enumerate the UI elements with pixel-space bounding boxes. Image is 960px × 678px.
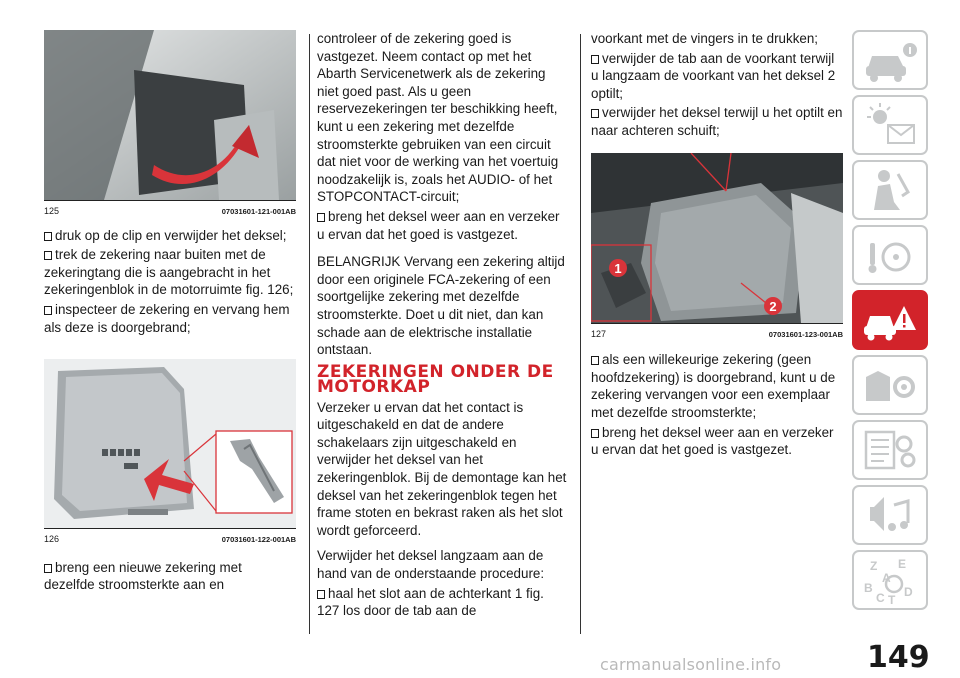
checkbox-icon [317, 213, 325, 222]
column-2 [317, 30, 569, 622]
fig127-number: 127 [591, 328, 607, 339]
chapter-sidebar [852, 30, 928, 615]
watermark: carmanualsonline.info [600, 655, 782, 674]
fig125-number: 125 [44, 206, 60, 216]
column-divider-2 [580, 34, 581, 634]
tab-multimedia[interactable] [852, 485, 928, 545]
checkbox-icon [44, 232, 52, 241]
column-3 [591, 30, 843, 461]
col1-bullet-2: trek de zekering naar buiten met de zekeringtang die is aangebracht in het zekeringenblok in de motorruimte fig. 126; [44, 247, 294, 298]
tab-maintenance[interactable] [852, 355, 928, 415]
checkbox-icon [44, 306, 52, 315]
col3-paragraph-1: voorkant met de vingers in te drukken; [591, 31, 819, 46]
svg-text:Z: Z [870, 559, 878, 573]
svg-text:B: B [864, 581, 873, 595]
page-number: 149 [867, 640, 930, 675]
checkbox-icon [591, 109, 599, 118]
svg-text:E: E [898, 557, 907, 571]
fig127-caption [591, 323, 843, 344]
tab-driving[interactable] [852, 225, 928, 285]
fig127-code: 07031601-123-001AB [768, 329, 843, 339]
tab-safety[interactable] [852, 160, 928, 220]
tab-index[interactable] [852, 550, 928, 610]
section-heading: ZEKERINGEN ONDER DE MOTORKAP [317, 361, 554, 397]
col2-bullet-2: haal het slot aan de achterkant 1 fig. 127 los door de tab aan de [317, 585, 544, 619]
fig127-illustration [591, 153, 843, 323]
col1-bullet-3: inspecteer de zekering en vervang hem als deze is doorgebrand; [44, 301, 290, 335]
col2-paragraph-4: Verwijder het deksel langzaam aan de hand van de onderstaande procedure: [317, 548, 545, 582]
col2-paragraph-1: controleer of de zekering goed is vastgezet. Neem contact op met het Abarth Servicenetwerk als de zekering niet goed past. Als u geen reservezekeringen ter beschikking heeft, kunt u een zekering met dezelfde stroomsterkte gebruiken van een circuit dat niet voor de werking van het voertuig noodzakelijk is, zoals het AUDIO- of het STOPCONTACT-circuit; [317, 31, 559, 205]
index-icon [854, 552, 926, 608]
callout-2: 2 [769, 298, 777, 314]
tab-warning-lights[interactable] [852, 95, 928, 155]
col2-paragraph-3: Verzeker u ervan dat het contact is uitgeschakeld en dat de andere schakelaars zijn uitgeschakeld en verwijder het deksel van het zekeringenblok. Bij de demontage kan het deksel van het zekeringenblok tegen het frame stoten en bekrast raken als het slot wordt geforceerd. [317, 399, 567, 538]
col1-bullet-1: druk op de clip en verwijder het deksel; [44, 227, 296, 245]
checkbox-icon [317, 590, 325, 599]
fig126-number: 126 [44, 534, 60, 545]
col3-bullet-2: verwijder het deksel terwijl u het optilt en naar achteren schuift; [591, 105, 843, 138]
multimedia-icon [854, 487, 926, 543]
checkbox-icon [44, 251, 52, 260]
checkbox-icon [591, 429, 599, 438]
col1-bullet-4: breng een nieuwe zekering met dezelfde stroomsterkte aan en [44, 559, 242, 593]
tab-technical-data[interactable] [852, 420, 928, 480]
technical-data-icon [854, 422, 926, 478]
warning-lights-icon [854, 97, 926, 153]
car-info-icon [854, 32, 926, 88]
safety-icon [854, 162, 926, 218]
col2-bullet-1: breng het deksel weer aan en verzeker u ervan dat het goed is vastgezet. [317, 208, 560, 242]
figure-126 [44, 359, 296, 528]
figure-127 [591, 153, 843, 323]
fig125-caption [44, 200, 296, 221]
col3-bullet-1: verwijder de tab aan de voorkant terwijl u langzaam de voorkant van het deksel 2 optilt; [591, 50, 836, 101]
fig125-illustration [44, 30, 296, 200]
figure-125 [44, 30, 296, 200]
fig126-illustration [44, 359, 296, 528]
column-1 [44, 30, 296, 596]
fig126-code: 07031601-122-001AB [221, 535, 296, 545]
emergency-icon [854, 292, 926, 348]
col2-paragraph-important: BELANGRIJK Vervang een zekering altijd door een originele FCA-zekering of een soortgelijke zekering met dezelfde stroomsterkte. Doet u dit niet, dan kan schade aan de elektrische installatie ontstaan. [317, 254, 565, 358]
svg-text:T: T [888, 593, 896, 607]
checkbox-icon [591, 356, 599, 365]
tab-car-info[interactable] [852, 30, 928, 90]
checkbox-icon [591, 55, 599, 64]
checkbox-icon [44, 564, 52, 573]
maintenance-icon [854, 357, 926, 413]
svg-text:C: C [876, 591, 885, 605]
svg-text:A: A [882, 571, 891, 585]
fig126-caption [44, 528, 296, 549]
svg-text:D: D [904, 585, 913, 599]
tab-emergency[interactable] [852, 290, 928, 350]
col3-bullet-3: als een willekeurige zekering (geen hoofdzekering) is doorgebrand, kunt u de zekering vervangen voor een exemplaar met dezelfde stroomsterkte; [591, 352, 836, 420]
fig125-code: 07031601-121-001AB [221, 207, 296, 216]
callout-1: 1 [614, 260, 622, 276]
driving-icon [854, 227, 926, 283]
col3-bullet-4: breng het deksel weer aan en verzeker u ervan dat het goed is vastgezet. [591, 424, 834, 458]
column-divider-1 [309, 34, 310, 634]
